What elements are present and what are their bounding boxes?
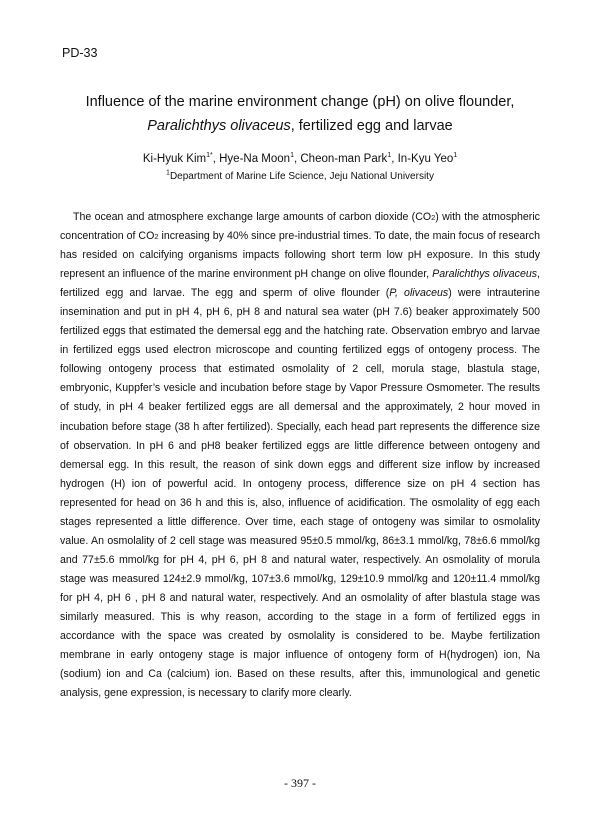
- title-species: Paralichthys olivaceus: [147, 118, 291, 134]
- affiliation: [50, 170, 550, 184]
- abstract-text: ) with the atmospheric concentration of CO: [60, 211, 540, 243]
- author-3: [300, 153, 391, 165]
- author-name: Cheon-man Park: [300, 153, 388, 165]
- author-name: Hye-Na Moon: [219, 153, 291, 165]
- title-text: Influence of the marine environment change (pH) on olive flounder,: [85, 94, 515, 110]
- author-separator: ,: [391, 153, 398, 165]
- affiliation-text: Department of Marine Life Science, Jeju National University: [169, 171, 434, 182]
- author-name: In-Kyu Yeo: [397, 153, 454, 165]
- co2-subscript: 2: [154, 232, 159, 242]
- author-separator: ,: [293, 153, 301, 165]
- abstract-text: , fertilized egg and larvae. The egg and sperm of olive flounder (: [60, 268, 540, 300]
- author-sup: 1: [290, 152, 294, 160]
- paper-title: [50, 90, 550, 138]
- abstract-indent: [60, 211, 73, 223]
- page-number: - 397 -: [284, 776, 316, 790]
- author-separator: ,: [212, 153, 220, 165]
- author-sup: 1: [453, 152, 458, 160]
- species-name: P, olivaceus: [389, 287, 449, 300]
- affiliation-sup: 1: [166, 169, 170, 177]
- author-list: [50, 150, 550, 168]
- title-text-end: , fertilized egg and larvae: [290, 118, 453, 134]
- abstract-text: increasing by 40% since pre-industrial times. To date, the main focus of research has resided on calcifying organisms impacts following short term low pH exposure. In this study represent an influence of the marine environment pH change on olive flounder,: [60, 230, 540, 281]
- author-sup: 1*: [206, 152, 213, 160]
- author-1: [143, 153, 213, 165]
- author-sup: 1: [387, 152, 392, 160]
- abstract-body: [60, 208, 540, 703]
- author-4: [398, 153, 458, 165]
- abstract-code: PD-33: [62, 46, 98, 60]
- author-name: Ki-Hyuk Kim: [142, 153, 207, 165]
- abstract-text: The ocean and atmosphere exchange large amounts of carbon dioxide (CO: [73, 211, 432, 223]
- species-name: Paralichthys olivaceus: [432, 268, 538, 281]
- abstract-text: ) were intrauterine insemination and put in pH 4, pH 6, pH 8 and natural sea water (pH 7.6) beaker approximately 500 fertilized eggs that estimated the demersal egg and the hatching rate. Observation embryo and larvae in fertilized eggs used electron microscope and counting fertilized eggs of ontogeny process. The following ontogeny process that estimated osmolality of 2 cell, morula stage, blastula stage, embryonic, Kuppfer’s vesicle and incubation before stage by Vapor Pressure Osmometer. The results of study, in pH 4 beaker fertilized eggs are all demersal and the approximately, 2 hour moved in incubation before stage (38 h after fertilized). Specially, each head part represents the difference size of observation. In pH 6 and pH8 beaker fertilized eggs are little difference between ontogeny and demersal egg. In this result, the reason of sink down eggs and different size inflow by increased hydrogen (H) ion of powerful acid. In ontogeny process, difference size on pH 4 section has represented for head on 36 h and this is, also, influence of acidification. The osmolality of egg each stages represented a little difference. Over time, each stage of ontogeny was similar to osmolality value. An osmolality of 2 cell stage was measured 95±0.5 mmol/kg, 86±3.1 mmol/kg, 78±6.6 mmol/kg and 77±5.6 mmol/kg for pH 4, pH 6, pH 8 and natural water, respectively. An osmolality of morula stage was measured 124±2.9 mmol/kg, 107±3.6 mmol/kg, 129±10.9 mmol/kg and 120±11.4 mmol/kg for pH 4, pH 6 , pH 8 and natural water, respectively. And an osmolality of after blastula stage was similarly measured. This is why reason, according to the stage in a form of fertilized eggs in accordance with the space was created by osmolality is considered to be. Maybe fertilization membrane in early ontogeny stage is major influence of ontogeny form of H(hydrogen) ion, Na (sodium) ion and Ca (calcium) ion. Based on these results, after this, immunological and genetic analysis, gene expression, is necessary to clarify more clearly.: [60, 287, 540, 700]
- co2-subscript: 2: [431, 213, 436, 222]
- author-2: [219, 153, 294, 165]
